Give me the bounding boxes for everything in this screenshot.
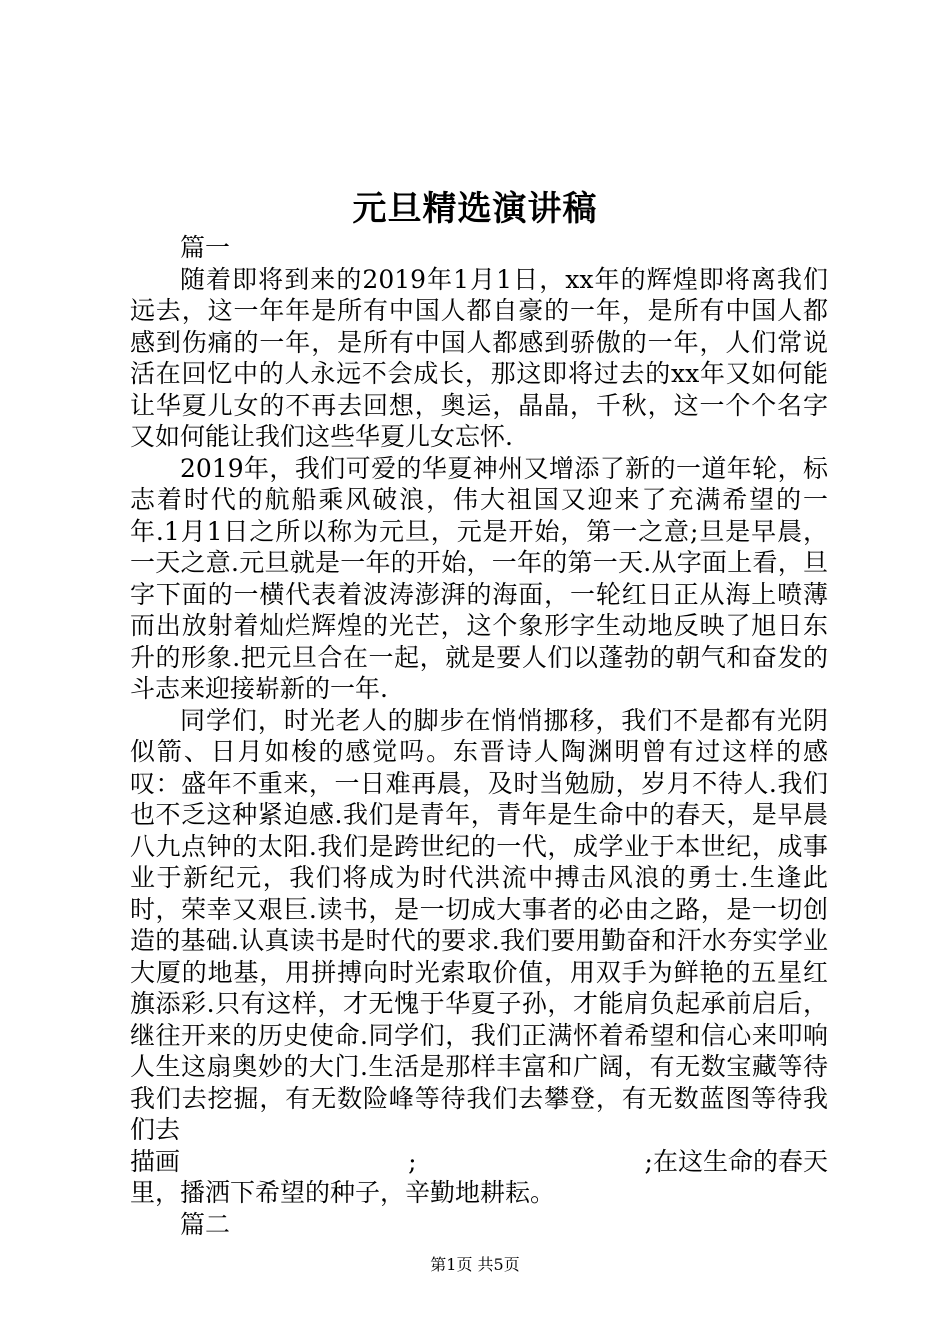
document-title: 元旦精选演讲稿	[352, 189, 598, 229]
paragraph-2: 2019年，我们可爱的华夏神州又增添了新的一道年轮，标志着时代的航船乘风破浪，伟大祖国又迎来了充满希望的一年.1月1日之所以称为元旦，元是开始，第一之意;旦是早晨，一天之意.元旦就是一年的开始，一年的第一天.从字面上看，旦字下面的一横代表着波涛澎湃的海面，一轮红日正从海上喷薄而出放射着灿烂辉煌的光芒，这个象形字生动地反映了旭日东升的形象.把元旦合在一起，就是要人们以蓬勃的朝气和奋发的斗志来迎接崭新的一年.	[130, 453, 828, 703]
fill-separator: ;	[408, 1146, 417, 1176]
fill-in-line	[130, 1146, 828, 1178]
fill-tail: ;在这生命的春天	[644, 1146, 828, 1176]
section-heading-1: 篇一	[180, 233, 231, 262]
paragraph-3-end: 里，播洒下希望的种子，辛勤地耕耘。	[130, 1178, 556, 1207]
paragraph-3: 同学们，时光老人的脚步在悄悄挪移，我们不是都有光阴似箭、日月如梭的感觉吗。东晋诗人陶渊明曾有过这样的感叹：盛年不重来，一日难再晨，及时当勉励，岁月不待人.我们也不乏这种紧迫感.我们是青年，青年是生命中的春天，是早晨八九点钟的太阳.我们是跨世纪的一代，成学业于本世纪，成事业于新纪元，我们将成为时代洪流中搏击风浪的勇士.生逢此时，荣幸又艰巨.读书，是一切成大事者的必由之路，是一切创造的基础.认真读书是时代的要求.我们要用勤奋和汗水夯实学业大厦的地基，用拼搏向时光索取价值，用双手为鲜艳的五星红旗添彩.只有这样，才无愧于华夏子孙，才能肩负起承前启后，继往开来的历史使命.同学们，我们正满怀着希望和信心来叩响人生这扇奥妙的大门.生活是那样丰富和广阔，有无数宝藏等待我们去挖掘，有无数险峰等待我们去攀登，有无数蓝图等待我们去	[130, 705, 828, 1144]
paragraph-1: 随着即将到来的2019年1月1日，xx年的辉煌即将离我们远去，这一年年是所有中国人都自豪的一年，是所有中国人都感到伤痛的一年，是所有中国人都感到骄傲的一年，人们常说活在回忆中的人永远不会成长，那这即将过去的xx年又如何能让华夏儿女的不再去回想，奥运，晶晶，千秋，这一个个名字又如何能让我们这些华夏儿女忘怀.	[130, 264, 828, 451]
section-heading-2: 篇二	[180, 1209, 231, 1239]
fill-word: 描画	[130, 1146, 181, 1176]
document-body	[130, 232, 828, 1240]
page-footer: 第1页 共5页	[430, 1255, 520, 1274]
